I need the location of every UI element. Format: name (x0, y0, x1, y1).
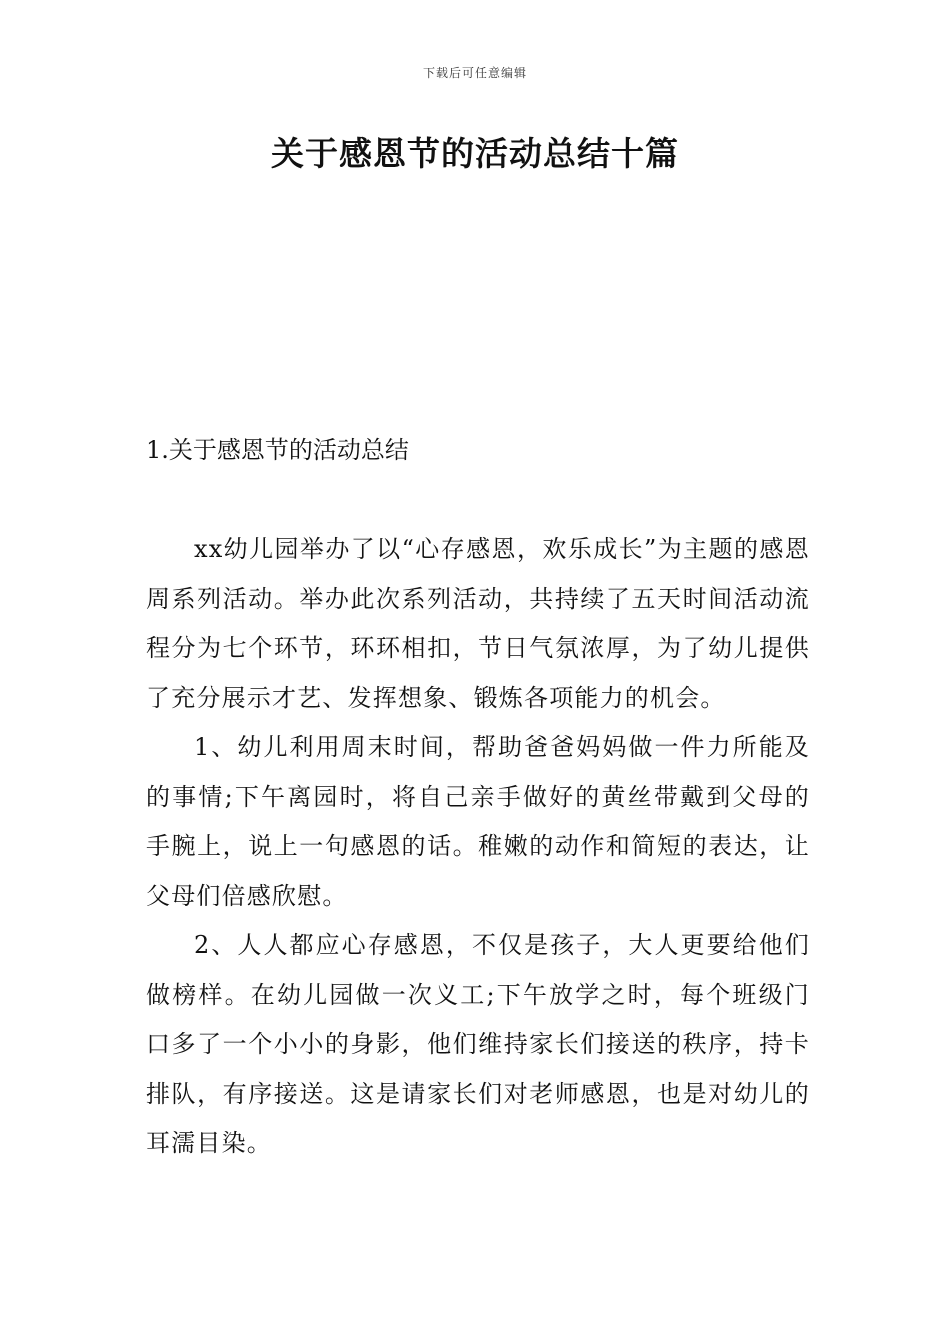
paragraph-item-2: 2、人人都应心存感恩，不仅是孩子，大人更要给他们做榜样。在幼儿园做一次义工;下午放学之时，每个班级门口多了一个小小的身影，他们维持家长们接送的秩序，持卡排队，有序接送。这是请家长们对老师感恩，也是对幼儿的耳濡目染。 (146, 931, 810, 1157)
paragraph-intro: xx幼儿园举办了以“心存感恩，欢乐成长”为主题的感恩周系列活动。举办此次系列活动，共持续了五天时间活动流程分为七个环节，环环相扣，节日气氛浓厚，为了幼儿提供了充分展示才艺、发挥想象、锻炼各项能力的机会。 (146, 535, 810, 712)
paragraph-item-1: 1、幼儿利用周末时间，帮助爸爸妈妈做一件力所能及的事情;下午离园时，将自己亲手做好的黄丝带戴到父母的手腕上，说上一句感恩的话。稚嫩的动作和简短的表达，让父母们倍感欣慰。 (146, 733, 810, 910)
document-title: 关于感恩节的活动总结十篇 (271, 134, 679, 173)
section-heading: 1.关于感恩节的活动总结 (146, 436, 409, 464)
document-body (146, 525, 810, 1169)
page-header-note: 下载后可任意编辑 (422, 66, 527, 80)
